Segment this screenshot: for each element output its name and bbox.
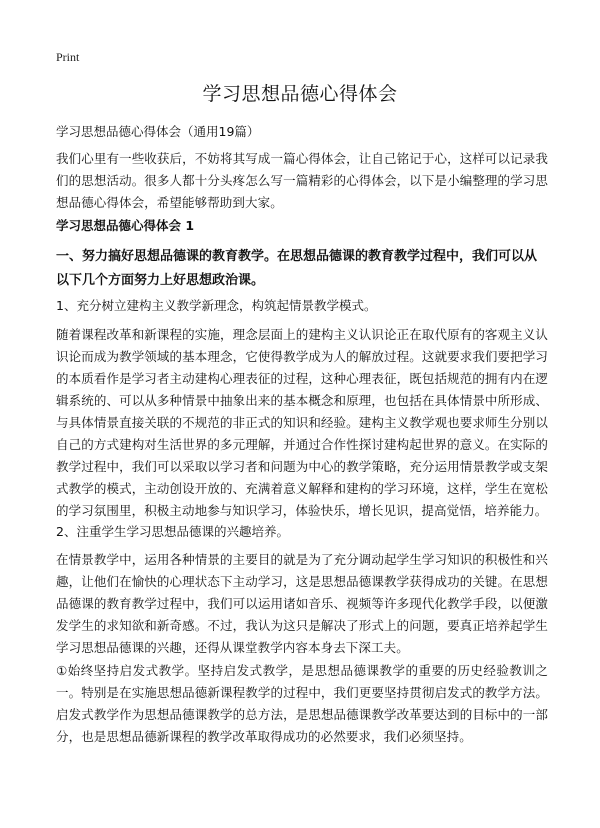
print-label: Print (56, 50, 80, 64)
point-1-title: 1、充分树立建构主义教学新理念，构筑起情景教学模式。 (56, 298, 377, 313)
point-2-title: 2、注重学生学习思想品德课的兴趣培养。 (56, 524, 289, 539)
bold-point-paragraph: 一、努力搞好思想品德课的教育教学。在思想品德课的教育教学过程中，我们可以从以下几个方面努力上好思想政治课。 (56, 249, 538, 288)
point-2-body: 在情景教学中，运用各种情景的主要目的就是为了充分调动起学生学习知识的积极性和兴趣，让他们在愉快的心理状态下主动学习，这是思想品德课教学获得成功的关键。在思想品德课的教育教学过程中，我们可以运用诸如音乐、视频等许多现代化教学手段，以便激发学生的求知欲和新奇感。不过，我认为这只是解决了形式上的问题，要真正培养起学生学习思想品德课的兴趣，还得从课堂教学内容本身去下深工夫。 (56, 552, 548, 655)
document-title: 学习思想品德心得体会 (202, 83, 398, 105)
document-subtitle: 学习思想品德心得体会（通用19篇） (56, 124, 260, 139)
point-3-body: ①始终坚持启发式教学。坚持启发式教学，是思想品德课教学的重要的历史经验教训之一。特别是在实施思想品德新课程教学的过程中，我们更要坚持贯彻启发式的教学方法。启发式教学作为思想品德课教学的总方法，是思想品德课教学改革要达到的目标中的一部分，也是思想品德新课程的教学改革取得成功的必然要求，我们必须坚持。 (56, 663, 548, 744)
section-heading: 学习思想品德心得体会 1 (56, 218, 195, 233)
intro-paragraph: 我们心里有一些收获后，不妨将其写成一篇心得体会，让自己铭记于心，这样可以记录我们的思想活动。很多人都十分头疼怎么写一篇精彩的心得体会，以下是小编整理的学习思想品德心得体会，希望能够帮助到大家。 (56, 151, 548, 210)
point-1-body: 随着课程改革和新课程的实施，理念层面上的建构主义认识论正在取代原有的客观主义认识论而成为教学领域的基本理念，它使得教学成为人的解放过程。这就要求我们要把学习的本质看作是学习者主动建构心理表征的过程，这种心理表征，既包括规范的拥有内在逻辑系统的、可以从多种情景中抽象出来的基本概念和原理，也包括在具体情景中所形成、与具体情景直接关联的不规范的非正式的知识和经验。建构主义教学观也要求师生分别以自己的方式建构对生活世界的多元理解，并通过合作性探讨建构起世界的意义。在实际的教学过程中，我们可以采取以学习者和问题为中心的教学策略，充分运用情景教学或支架式教学的模式，主动创设开放的、充满着意义解释和建构的学习环境，这样，学生在宽松的学习氛围里，积极主动地参与知识学习，体验快乐，增长见识，提高觉悟，培养能力。 (56, 327, 548, 518)
